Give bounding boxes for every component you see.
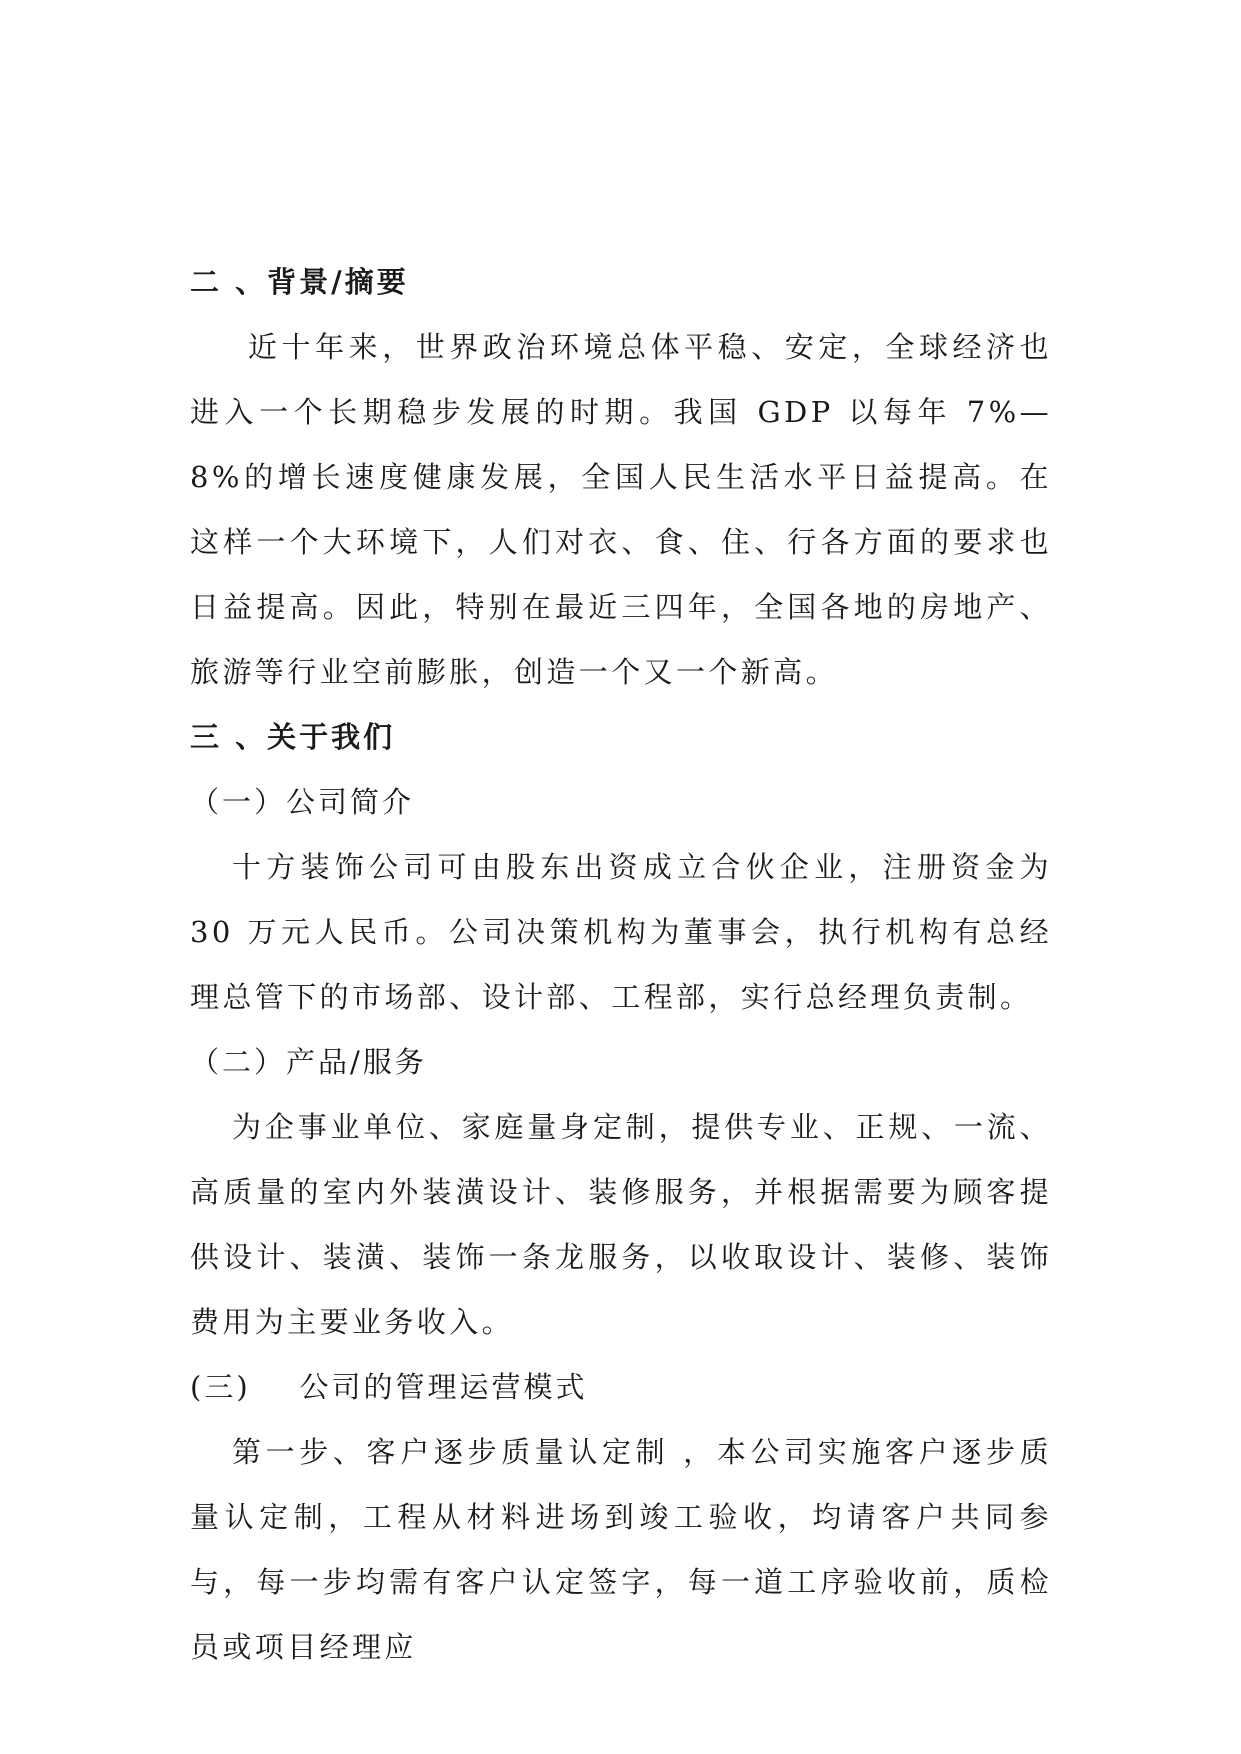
subheading-management: (三) 公司的管理运营模式 (190, 1370, 588, 1404)
paragraph-products: 为企事业单位、家庭量身定制，提供专业、正规、一流、高质量的室内外装潢设计、装修服务，并根据需要为顾客提供设计、装潢、装饰一条龙服务，以收取设计、装修、装饰费用为主要业务收入。 (190, 1110, 1052, 1339)
paragraph-management: 第一步、客户逐步质量认定制 ，本公司实施客户逐步质量认定制，工程从材料进场到竣工验收，均请客户共同参与，每一步均需有客户认定签字，每一道工序验收前，质检员或项目经理应 (190, 1435, 1052, 1664)
section-heading-about: 三 、关于我们 (190, 720, 396, 754)
paragraph-background: 近十年来，世界政治环境总体平稳、安定，全球经济也进入一个长期稳步发展的时期。我国 GDP 以每年 7%—8%的增长速度健康发展，全国人民生活水平日益提高。在这样一个大环境下，人们对衣、食、住、行各方面的要求也日益提高。因此，特别在最近三四年，全国各地的房地产、旅游等行业空前膨胀，创造一个又一个新高。 (190, 330, 1052, 689)
document-body (190, 250, 1052, 1680)
subheading-company-intro: （一）公司简介 (190, 785, 415, 819)
subheading-products: （二）产品/服务 (190, 1045, 427, 1079)
paragraph-company-intro: 十方装饰公司可由股东出资成立合伙企业，注册资金为 30 万元人民币。公司决策机构为董事会，执行机构有总经理总管下的市场部、设计部、工程部，实行总经理负责制。 (190, 850, 1052, 1014)
section-heading-background: 二 、背景/摘要 (190, 265, 409, 299)
